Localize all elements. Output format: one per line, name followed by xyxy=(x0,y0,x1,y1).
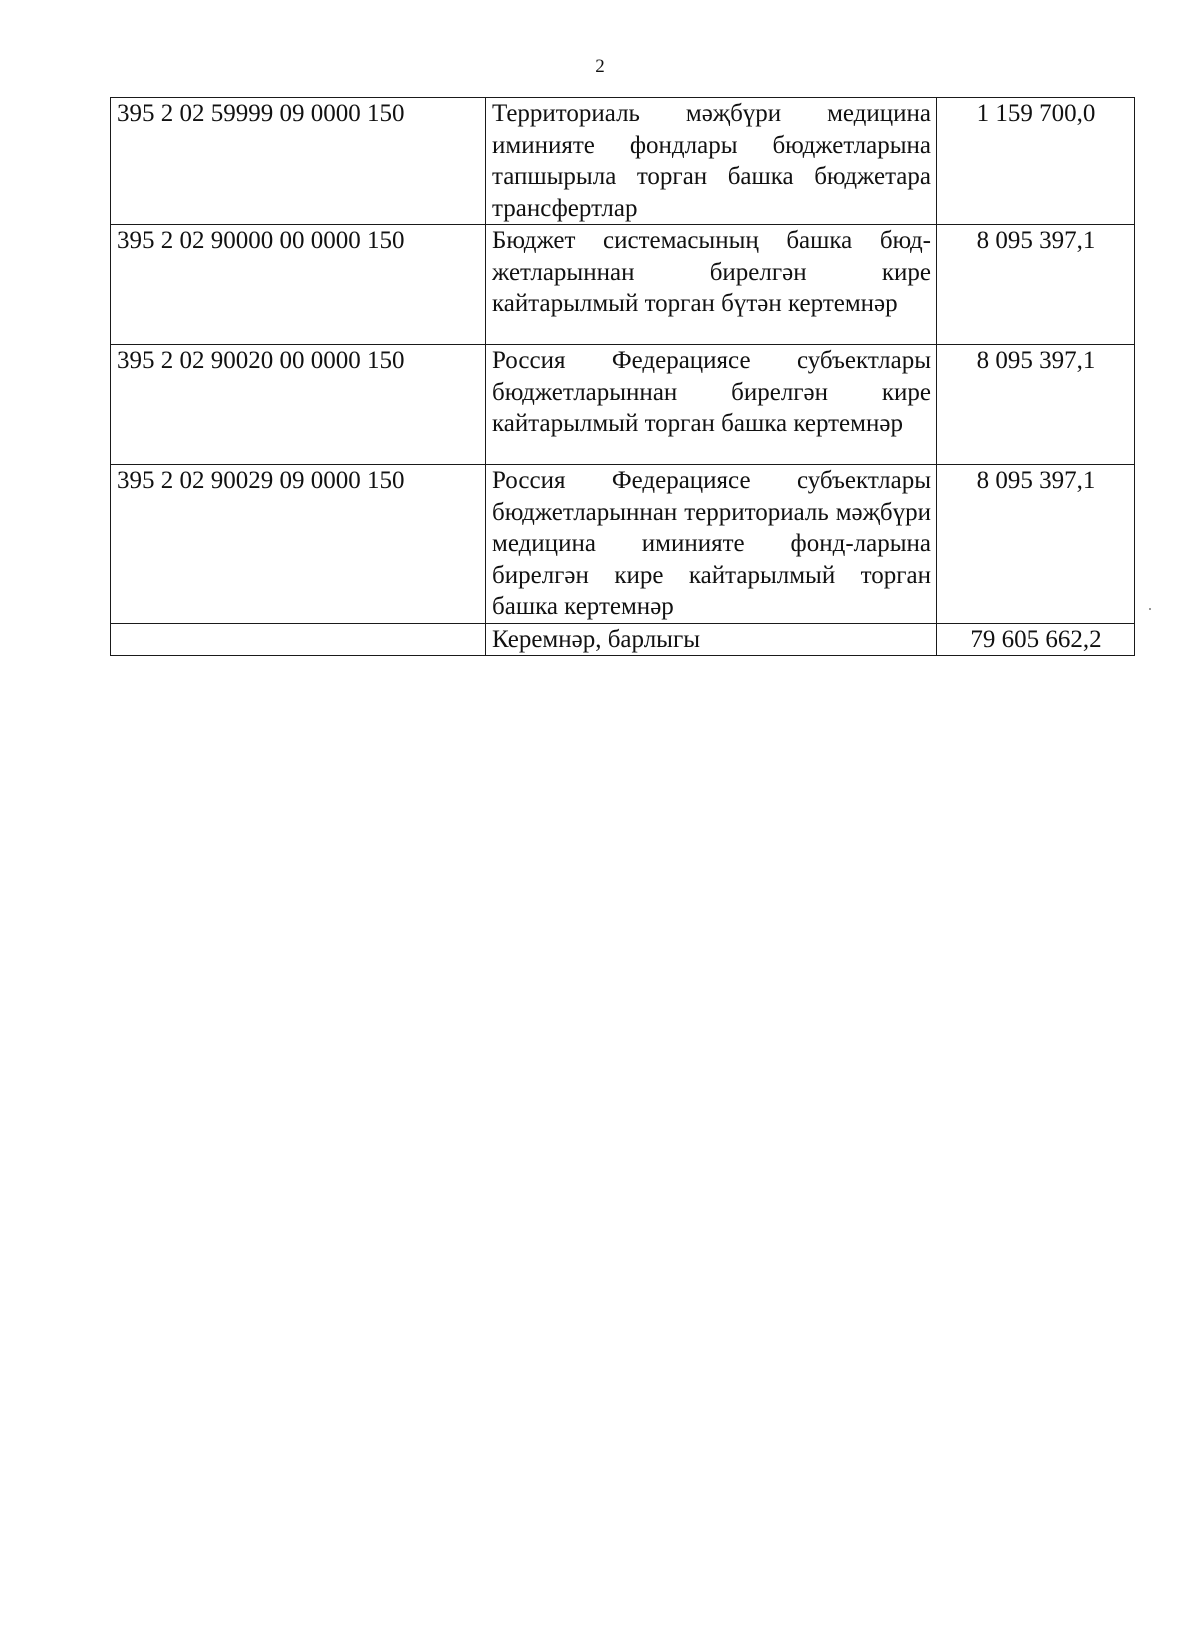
budget-code-cell: 395 2 02 90000 00 0000 150 xyxy=(111,225,486,345)
amount-cell: 1 159 700,0 xyxy=(937,98,1135,225)
amount-cell: 8 095 397,1 xyxy=(937,225,1135,345)
description-cell: Бюджет системасының башка бюд-жетларыннан бирелгән кире кайтарылмый торган бүтән кертемнәр xyxy=(486,225,937,345)
budget-code-cell: 395 2 02 90029 09 0000 150 xyxy=(111,465,486,624)
description-cell: Россия Федерациясе субъектлары бюджетларыннан территориаль мәҗбүри медицина иминияте фонд-ларына бирелгән кире кайтарылмый торган башка кертемнәр xyxy=(486,465,937,624)
amount-cell: 8 095 397,1 xyxy=(937,345,1135,465)
budget-table xyxy=(110,97,1135,656)
table-row xyxy=(111,98,1135,225)
budget-code-cell: 395 2 02 59999 09 0000 150 xyxy=(111,98,486,225)
budget-code-cell: 395 2 02 90020 00 0000 150 xyxy=(111,345,486,465)
page-number: 2 xyxy=(595,56,605,77)
scan-speck xyxy=(1149,608,1151,610)
description-cell: Россия Федерациясе субъектлары бюджетларыннан бирелгән кире кайтарылмый торган башка кертемнәр xyxy=(486,345,937,465)
table-row xyxy=(111,225,1135,345)
total-row xyxy=(111,623,1135,656)
table-row xyxy=(111,465,1135,624)
amount-cell: 8 095 397,1 xyxy=(937,465,1135,624)
table-row xyxy=(111,345,1135,465)
total-code-cell xyxy=(111,623,486,656)
total-amount-cell: 79 605 662,2 xyxy=(937,623,1135,656)
total-label-cell: Керемнәр, барлыгы xyxy=(486,623,937,656)
description-cell: Территориаль мәҗбүри медицина иминияте фондлары бюджетларына тапшырыла торган башка бюджетара трансфертлар xyxy=(486,98,937,225)
